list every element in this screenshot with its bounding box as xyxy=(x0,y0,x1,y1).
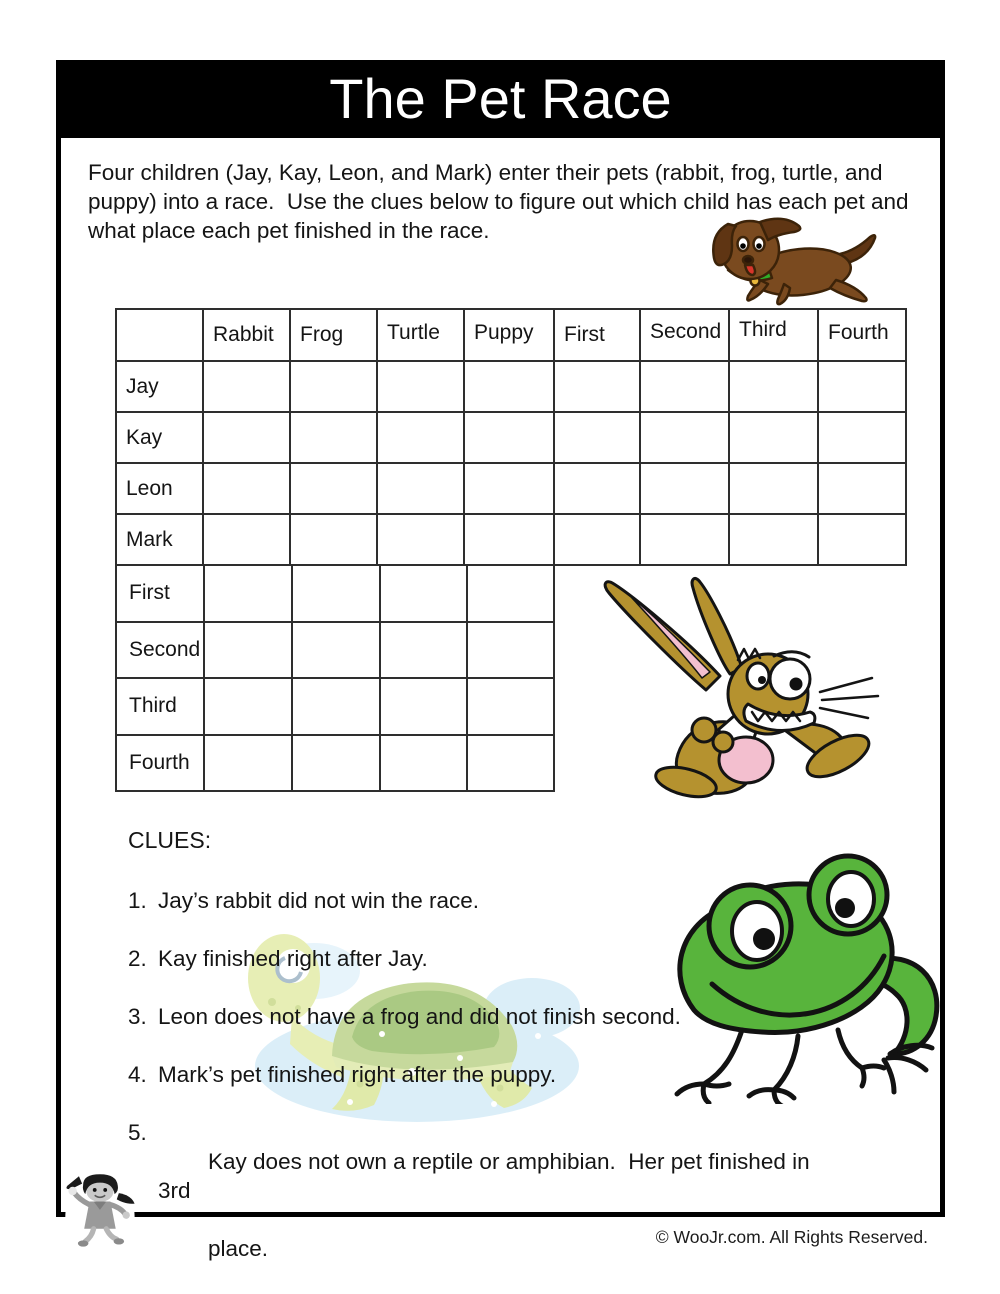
grid-cell xyxy=(205,736,293,793)
column-header-rabbit: Rabbit xyxy=(204,310,291,362)
grid-cell xyxy=(378,362,465,413)
column-header-second: Second xyxy=(641,310,730,362)
grid-cell xyxy=(641,464,730,515)
grid-cell xyxy=(205,566,293,623)
clues-section xyxy=(128,826,828,1292)
grid-cell xyxy=(204,515,291,566)
row-label-first: First xyxy=(117,566,205,623)
row-label-jay: Jay xyxy=(117,362,204,413)
row-label-second: Second xyxy=(117,623,205,680)
row-label-fourth: Fourth xyxy=(117,736,205,793)
grid-cell xyxy=(378,464,465,515)
clue-item xyxy=(128,886,828,915)
column-header-frog: Frog xyxy=(291,310,378,362)
grid-cell xyxy=(291,464,378,515)
grid-row-kay xyxy=(117,413,907,464)
column-header-fourth: Fourth xyxy=(819,310,907,362)
grid-row-fourth xyxy=(117,736,555,793)
rabbit-clipart xyxy=(600,576,888,806)
clue-text xyxy=(158,1118,828,1292)
grid-cell xyxy=(641,515,730,566)
intro-line: Four children (Jay, Kay, Leon, and Mark) enter their pets (rabbit, frog, turtle, and xyxy=(88,160,883,185)
clue-item xyxy=(128,1060,828,1089)
grid-cell xyxy=(291,362,378,413)
puppy-clipart xyxy=(698,212,888,307)
clues-heading: CLUES: xyxy=(128,827,212,853)
grid-row-second xyxy=(117,623,555,680)
grid-cell xyxy=(381,736,468,793)
clue-item xyxy=(128,1118,828,1292)
grid-cell xyxy=(465,413,555,464)
grid-cell xyxy=(293,679,381,736)
grid-cell xyxy=(465,515,555,566)
clue-text: Kay finished right after Jay. xyxy=(158,946,428,971)
grid-row-leon xyxy=(117,464,907,515)
logic-grid-main xyxy=(115,308,907,566)
grid-cell xyxy=(378,515,465,566)
column-header-first: First xyxy=(555,310,641,362)
clue-text-line: Kay does not own a reptile or amphibian. Her pet finished in 3rd xyxy=(158,1149,816,1203)
grid-cell xyxy=(381,623,468,680)
clue-item xyxy=(128,944,828,973)
grid-row-mark xyxy=(117,515,907,566)
grid-cell xyxy=(468,623,555,680)
grid-cell xyxy=(205,679,293,736)
row-label-leon: Leon xyxy=(117,464,204,515)
girl-mascot-clipart xyxy=(64,1170,138,1254)
grid-cell xyxy=(641,362,730,413)
grid-cell xyxy=(819,464,907,515)
page-title: The Pet Race xyxy=(329,67,672,130)
clue-number: 3. xyxy=(128,1004,147,1029)
row-label-mark: Mark xyxy=(117,515,204,566)
column-header-puppy: Puppy xyxy=(465,310,555,362)
clue-number: 4. xyxy=(128,1062,147,1087)
grid-cell xyxy=(291,413,378,464)
grid-cell xyxy=(555,413,641,464)
grid-cell xyxy=(555,362,641,413)
row-label-kay: Kay xyxy=(117,413,204,464)
grid-cell xyxy=(204,464,291,515)
column-header-turtle: Turtle xyxy=(378,310,465,362)
grid-row-first xyxy=(117,566,555,623)
grid-cell xyxy=(465,362,555,413)
row-label-third: Third xyxy=(117,679,205,736)
grid-cell xyxy=(730,362,819,413)
grid-cell xyxy=(293,623,381,680)
grid-cell xyxy=(293,736,381,793)
clue-text-line: place. xyxy=(208,1236,269,1261)
grid-row-jay xyxy=(117,362,907,413)
grid-cell xyxy=(204,413,291,464)
clue-number: 1. xyxy=(128,888,147,913)
grid-cell xyxy=(378,413,465,464)
clue-number: 5. xyxy=(128,1120,147,1145)
grid-cell xyxy=(291,515,378,566)
grid-row-third xyxy=(117,679,555,736)
grid-cell xyxy=(555,515,641,566)
grid-cell xyxy=(819,515,907,566)
grid-cell xyxy=(730,413,819,464)
footer-copyright: © WooJr.com. All Rights Reserved. xyxy=(655,1227,928,1247)
grid-cell xyxy=(293,566,381,623)
grid-cell xyxy=(468,679,555,736)
title-bar xyxy=(56,60,945,138)
clue-text: Jay’s rabbit did not win the race. xyxy=(158,888,480,913)
grid-cell xyxy=(381,566,468,623)
grid-cell xyxy=(468,736,555,793)
clue-text: Leon does not have a frog and did not finish second. xyxy=(158,1004,681,1029)
grid-cell xyxy=(468,566,555,623)
intro-line: what place each pet finished in the race. xyxy=(88,218,490,243)
intro-line: puppy) into a race. Use the clues below to figure out which child has each pet and xyxy=(88,189,909,214)
grid-cell xyxy=(819,362,907,413)
grid-cell xyxy=(730,464,819,515)
grid-cell xyxy=(381,679,468,736)
clue-item xyxy=(128,1002,828,1031)
grid-cell xyxy=(641,413,730,464)
grid-cell xyxy=(204,362,291,413)
grid-cell xyxy=(819,413,907,464)
grid-cell xyxy=(730,515,819,566)
grid-cell xyxy=(205,623,293,680)
grid-corner-cell xyxy=(117,310,204,362)
grid-header-row xyxy=(117,310,907,362)
logic-grid-places xyxy=(115,564,555,792)
grid-cell xyxy=(465,464,555,515)
clue-number: 2. xyxy=(128,946,147,971)
grid-cell xyxy=(555,464,641,515)
column-header-third: Third xyxy=(730,310,819,362)
clue-text: Mark’s pet finished right after the puppy. xyxy=(158,1062,557,1087)
